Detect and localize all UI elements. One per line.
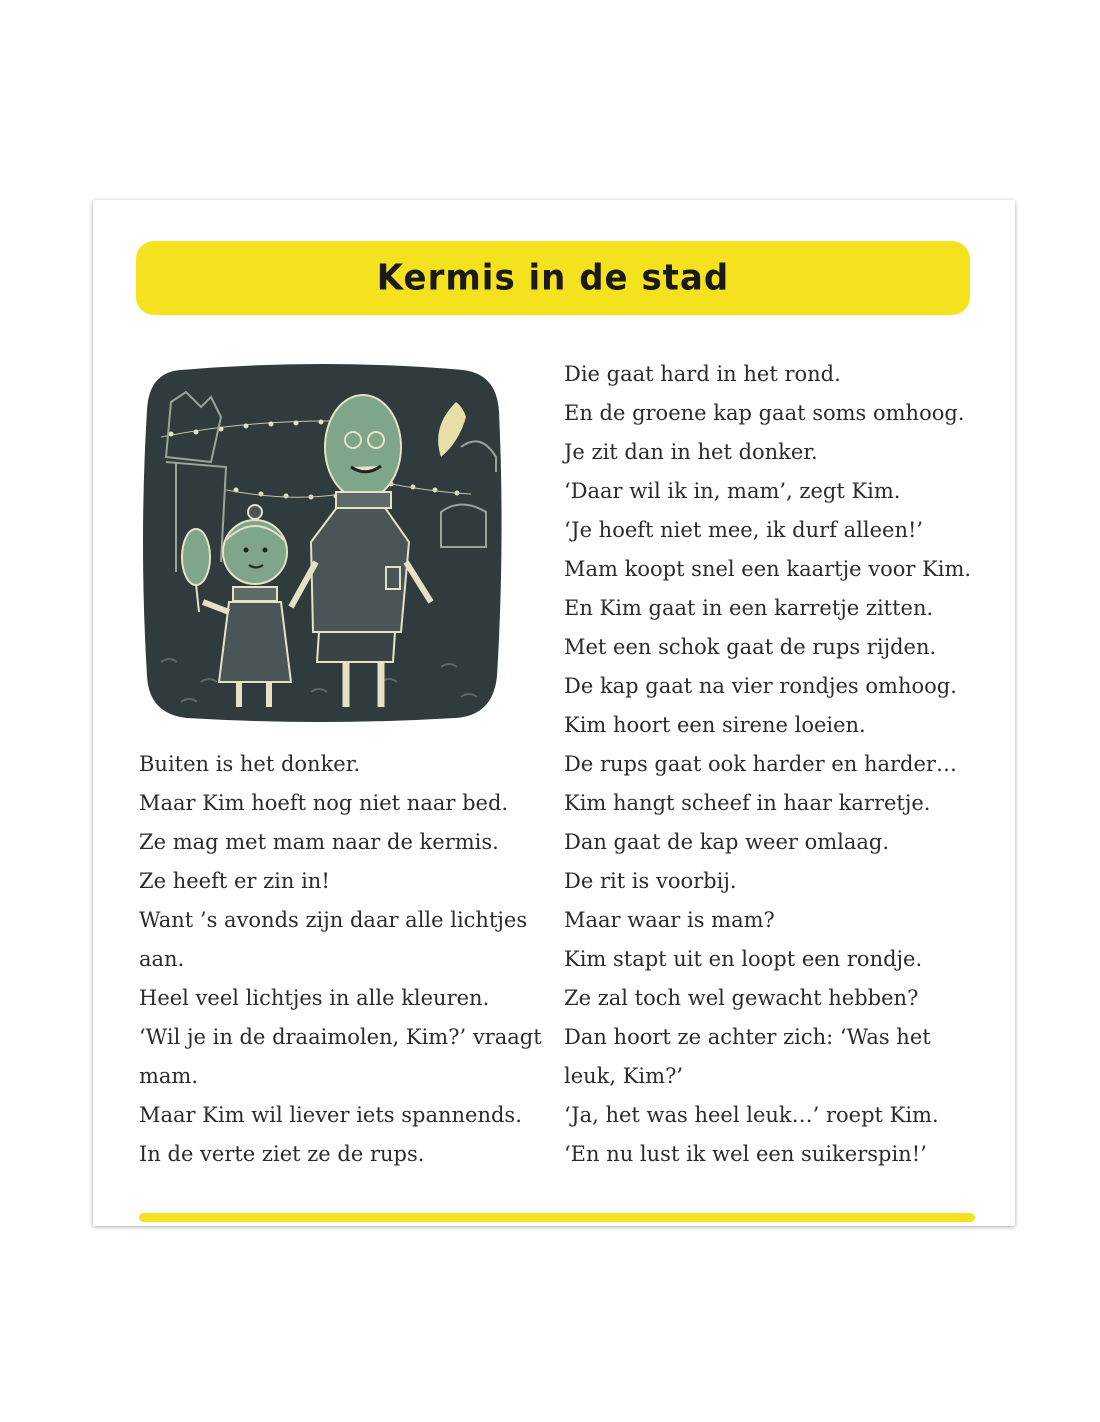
story-line: aan.	[139, 947, 185, 971]
story-line: ‘Je hoeft niet mee, ik durf alleen!’	[564, 518, 924, 542]
story-line: In de verte ziet ze de rups.	[139, 1142, 425, 1166]
story-line: De rups gaat ook harder en harder…	[564, 752, 957, 776]
page-title: Kermis in de stad	[376, 257, 730, 299]
story-line: Dan gaat de kap weer omlaag.	[564, 830, 890, 854]
story-line: ‘Ja, het was heel leuk…’ roept Kim.	[564, 1103, 939, 1127]
story-line: Kim hoort een sirene loeien.	[564, 713, 866, 737]
story-line: leuk, Kim?’	[564, 1064, 683, 1088]
story-line: Heel veel lichtjes in alle kleuren.	[139, 986, 490, 1010]
kermis-night-illustration-icon	[141, 362, 503, 724]
story-line: Dan hoort ze achter zich: ‘Was het	[564, 1025, 931, 1049]
title-banner	[136, 241, 970, 315]
story-line: Maar Kim hoeft nog niet naar bed.	[139, 791, 509, 815]
story-line: Maar waar is mam?	[564, 908, 775, 932]
bottom-divider	[139, 1213, 975, 1222]
story-line: Die gaat hard in het rond.	[564, 362, 841, 386]
story-line: Kim stapt uit en loopt een rondje.	[564, 947, 923, 971]
story-line: En Kim gaat in een karretje zitten.	[564, 596, 934, 620]
story-line: ‘En nu lust ik wel een suikerspin!’	[564, 1142, 927, 1166]
story-line: mam.	[139, 1064, 199, 1088]
story-line: Met een schok gaat de rups rijden.	[564, 635, 937, 659]
story-line: ‘Daar wil ik in, mam’, zegt Kim.	[564, 479, 901, 503]
story-line: Buiten is het donker.	[139, 752, 361, 776]
story-line: Maar Kim wil liever iets spannends.	[139, 1103, 522, 1127]
story-line: Want ’s avonds zijn daar alle lichtjes	[139, 908, 528, 932]
story-line: De rit is voorbij.	[564, 869, 737, 893]
story-line: Kim hangt scheef in haar karretje.	[564, 791, 931, 815]
story-right-column	[564, 355, 994, 1174]
story-line: Ze heeft er zin in!	[139, 869, 330, 893]
book-page	[93, 200, 1015, 1226]
story-line: Ze zal toch wel gewacht hebben?	[564, 986, 919, 1010]
story-line: De kap gaat na vier rondjes omhoog.	[564, 674, 957, 698]
story-left-column	[139, 745, 542, 1174]
story-line: Mam koopt snel een kaartje voor Kim.	[564, 557, 972, 581]
story-line: En de groene kap gaat soms omhoog.	[564, 401, 965, 425]
story-line: Je zit dan in het donker.	[564, 440, 818, 464]
story-line: ‘Wil je in de draaimolen, Kim?’ vraagt	[139, 1025, 542, 1049]
story-line: Ze mag met mam naar de kermis.	[139, 830, 499, 854]
